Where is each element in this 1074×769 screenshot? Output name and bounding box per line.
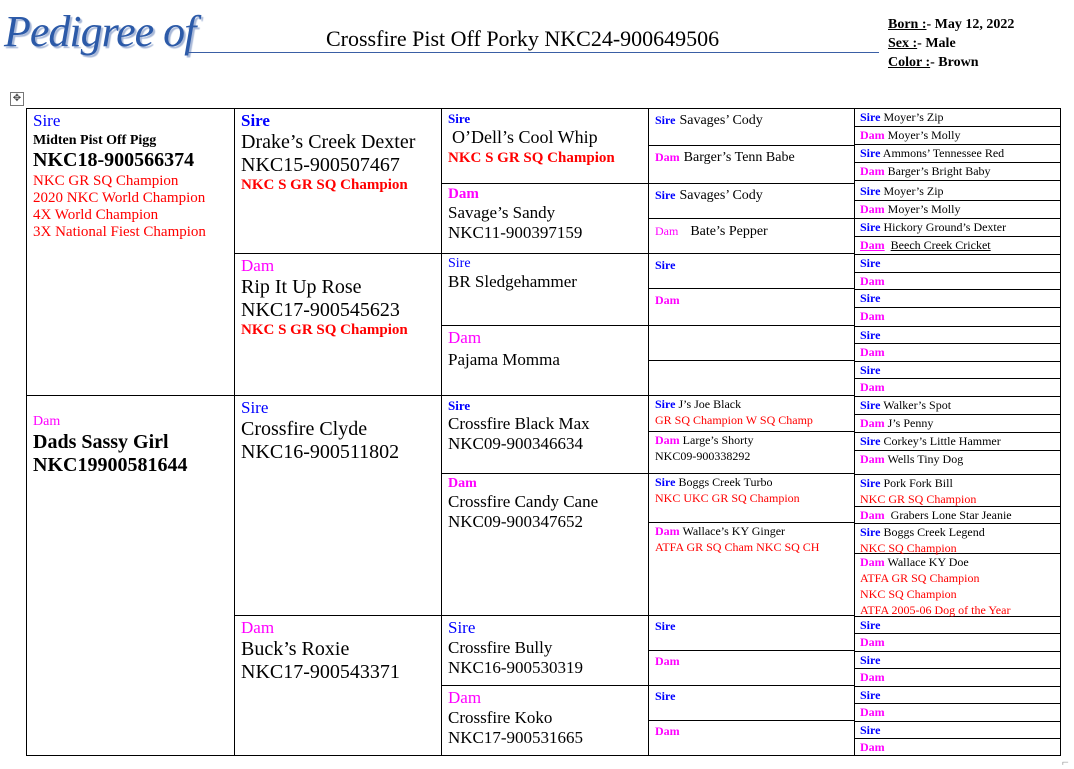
dds-name: Crossfire Bully bbox=[448, 638, 553, 657]
gen3-ssd-cell bbox=[442, 184, 649, 254]
dd-reg: NKC17-900543371 bbox=[241, 661, 400, 683]
dss-reg: NKC09-900346634 bbox=[448, 434, 584, 453]
born-value: - May 12, 2022 bbox=[926, 17, 1015, 32]
gen4-ddss-cell bbox=[649, 616, 855, 651]
gen5-entry: Dam Wallace KY Doe ATFA GR SQ Champion NKC SQ Champion ATFA 2005-06 Dog of the Year bbox=[860, 555, 1011, 617]
gen5-entry: Dam Wells Tiny Dog bbox=[860, 452, 964, 466]
sire-label: Sire bbox=[860, 618, 881, 632]
sex-info bbox=[888, 36, 956, 52]
dam-label: Dam bbox=[655, 724, 680, 738]
sss-title: NKC S GR SQ Champion bbox=[448, 150, 615, 166]
dam-label: Dam bbox=[655, 654, 680, 668]
gen5-entry: Dam Beech Creek Cricket bbox=[860, 238, 991, 252]
dam-label: Dam bbox=[860, 274, 885, 288]
gen1-sire-cell bbox=[27, 109, 235, 396]
dsss-title: GR SQ Champion W SQ Champ bbox=[655, 413, 813, 427]
ssds-name: Savages’ Cody bbox=[679, 188, 763, 203]
sire-label: Sire bbox=[241, 398, 269, 417]
gen4-ddds-cell bbox=[649, 686, 855, 721]
ss-title: NKC S GR SQ Champion bbox=[241, 177, 408, 193]
dsd-reg: NKC09-900347652 bbox=[448, 512, 584, 531]
gen4-sdsd-cell bbox=[649, 289, 855, 326]
born-info bbox=[888, 17, 1014, 33]
table-move-handle-icon[interactable]: ✥ bbox=[10, 92, 24, 106]
sire-reg: NKC18-900566374 bbox=[33, 149, 195, 171]
sire-label: Sire bbox=[655, 113, 676, 127]
gen5-entry: Dam J’s Penny bbox=[860, 416, 934, 430]
dam-label: Dam bbox=[860, 635, 885, 649]
ssd-name: Savage’s Sandy bbox=[448, 203, 556, 222]
dam-label: Dam bbox=[860, 670, 885, 684]
gen2-dd-cell bbox=[235, 616, 442, 755]
gen4-sdds-cell bbox=[649, 326, 855, 361]
dds-reg: NKC16-900530319 bbox=[448, 658, 584, 677]
sire-label: Sire bbox=[655, 397, 676, 411]
gen4-sssd-cell bbox=[649, 146, 855, 184]
sire-label: Sire bbox=[860, 653, 881, 667]
dam-label: Dam bbox=[448, 476, 477, 491]
dam-label: Dam bbox=[860, 345, 885, 359]
sssd-name: Barger’s Tenn Babe bbox=[683, 150, 795, 165]
page-end-mark: ⌐ bbox=[1062, 755, 1069, 769]
gen3-dds-cell bbox=[442, 616, 649, 686]
ss-reg: NKC15-900507467 bbox=[241, 154, 400, 176]
dam-label: Dam bbox=[655, 433, 680, 447]
dam-label: Dam bbox=[241, 618, 275, 637]
ssdd-name: Bate’s Pepper bbox=[690, 224, 768, 239]
sex-value: - Male bbox=[917, 36, 956, 51]
dsdd-name: Wallace’s KY Ginger bbox=[682, 524, 786, 538]
dam-reg: NKC19900581644 bbox=[33, 454, 188, 476]
gen2-sd-cell bbox=[235, 254, 442, 396]
dam-name: Dads Sassy Girl bbox=[33, 431, 169, 453]
sd-reg: NKC17-900545623 bbox=[241, 299, 400, 321]
dam-label: Dam bbox=[241, 256, 275, 275]
sire-label: Sire bbox=[448, 618, 476, 637]
ds-reg: NKC16-900511802 bbox=[241, 441, 400, 463]
sire-label: Sire bbox=[655, 619, 676, 633]
gen5-entry: Dam Barger’s Bright Baby bbox=[860, 164, 991, 178]
sire-label: Sire bbox=[860, 291, 881, 305]
ddd-name: Crossfire Koko bbox=[448, 708, 553, 727]
dssd-reg: NKC09-900338292 bbox=[655, 449, 751, 463]
gen5-entry: Sire Moyer’s Zip bbox=[860, 110, 944, 124]
dam-label: Dam bbox=[860, 740, 885, 754]
gen3-sss-cell bbox=[442, 109, 649, 184]
dam-label: Dam bbox=[860, 705, 885, 719]
sire-label: Sire bbox=[655, 258, 676, 272]
gen2-ss-cell bbox=[235, 109, 442, 254]
sire-label: Sire bbox=[860, 256, 881, 270]
ssd-reg: NKC11-900397159 bbox=[448, 223, 583, 242]
title-underline bbox=[187, 52, 879, 53]
dd-name: Buck’s Roxie bbox=[241, 638, 350, 660]
gen5-entry: Dam Moyer’s Molly bbox=[860, 202, 961, 216]
sex-label: Sex : bbox=[888, 36, 918, 51]
sire-name: Midten Pist Off Pigg bbox=[33, 133, 157, 148]
sire-label: Sire bbox=[655, 188, 676, 202]
sss-name: O’Dell’s Cool Whip bbox=[452, 127, 598, 147]
gen5-entry: Sire Pork Fork Bill NKC GR SQ Champion bbox=[860, 476, 977, 506]
gen4-dssd-cell bbox=[649, 432, 855, 474]
ds-name: Crossfire Clyde bbox=[241, 418, 368, 440]
sire-label: Sire bbox=[241, 111, 270, 130]
gen2-ds-cell bbox=[235, 396, 442, 616]
sire-label: Sire bbox=[860, 723, 881, 737]
gen4-sdss-cell bbox=[649, 254, 855, 289]
dsds-title: NKC UKC GR SQ Champion bbox=[655, 491, 800, 505]
sire-label: Sire bbox=[860, 363, 881, 377]
gen4-ddsd-cell bbox=[649, 651, 855, 686]
gen5-entry: Dam Moyer’s Molly bbox=[860, 128, 961, 142]
sire-title: 4X World Champion bbox=[33, 207, 159, 223]
dss-name: Crossfire Black Max bbox=[448, 414, 590, 433]
gen4-dsdd-cell bbox=[649, 523, 855, 616]
gen5-entry: Sire Moyer’s Zip bbox=[860, 184, 944, 198]
pedigree-logo: Pedigree of bbox=[4, 7, 196, 56]
sire-label: Sire bbox=[655, 689, 676, 703]
dam-label: Dam bbox=[448, 328, 482, 347]
color-info bbox=[888, 55, 978, 71]
sire-label: Sire bbox=[448, 256, 471, 271]
gen4-ssss-cell bbox=[649, 109, 855, 146]
pedigree-table bbox=[26, 108, 1061, 756]
color-label: Color : bbox=[888, 55, 931, 70]
gen4-sddd-cell bbox=[649, 361, 855, 396]
dsds-name: Boggs Creek Turbo bbox=[678, 475, 773, 489]
gen5-entry: Sire Ammons’ Tennessee Red bbox=[860, 146, 1005, 160]
sire-title: 3X National Fiest Champion bbox=[33, 224, 206, 240]
gen3-dss-cell bbox=[442, 396, 649, 474]
gen3-sds-cell bbox=[442, 254, 649, 326]
ssss-name: Savages’ Cody bbox=[679, 113, 763, 128]
sire-label: Sire bbox=[860, 688, 881, 702]
gen5-entry: Sire Hickory Ground’s Dexter bbox=[860, 220, 1007, 234]
sd-name: Rip It Up Rose bbox=[241, 276, 362, 298]
dam-label: Dam bbox=[655, 293, 680, 307]
sds-name: BR Sledgehammer bbox=[448, 272, 577, 291]
sire-label: Sire bbox=[655, 475, 676, 489]
color-value: - Brown bbox=[930, 55, 979, 70]
dam-label: Dam bbox=[655, 150, 680, 164]
gen4-ssdd-cell bbox=[649, 219, 855, 254]
sire-label: Sire bbox=[33, 111, 61, 130]
sire-label: Sire bbox=[448, 111, 471, 126]
dam-label: Dam bbox=[448, 186, 479, 202]
dam-label: Dam bbox=[33, 414, 61, 429]
born-label: Born : bbox=[888, 17, 927, 32]
dssd-name: Large’s Shorty bbox=[682, 433, 754, 447]
dsss-name: J’s Joe Black bbox=[678, 397, 742, 411]
gen5-entry: Sire Corkey’s Little Hammer bbox=[860, 434, 1001, 448]
dsd-name: Crossfire Candy Cane bbox=[448, 492, 599, 511]
sire-label: Sire bbox=[448, 398, 471, 413]
gen3-ddd-cell bbox=[442, 686, 649, 755]
sire-title: NKC GR SQ Champion bbox=[33, 173, 179, 189]
gen4-dsds-cell bbox=[649, 474, 855, 523]
gen4-ssds-cell bbox=[649, 184, 855, 219]
dam-label: Dam bbox=[655, 224, 679, 238]
dog-title: Crossfire Pist Off Porky NKC24-900649506 bbox=[326, 26, 720, 51]
dam-label: Dam bbox=[655, 524, 680, 538]
gen3-dsd-cell bbox=[442, 474, 649, 616]
dam-label: Dam bbox=[860, 309, 885, 323]
gen3-sdd-cell bbox=[442, 326, 649, 396]
sdd-name: Pajama Momma bbox=[448, 350, 560, 369]
dsdd-title: ATFA GR SQ Cham NKC SQ CH bbox=[655, 540, 820, 554]
gen5-column bbox=[855, 109, 1060, 755]
gen4-dsss-cell bbox=[649, 396, 855, 432]
gen5-entry: Sire Boggs Creek Legend NKC SQ Champion bbox=[860, 525, 985, 555]
gen4-dddd-cell bbox=[649, 721, 855, 755]
sire-label: Sire bbox=[860, 328, 881, 342]
sire-title: 2020 NKC World Champion bbox=[33, 190, 206, 206]
gen1-dam-cell bbox=[27, 396, 235, 755]
gen5-entry: Sire Walker’s Spot bbox=[860, 398, 952, 412]
ddd-reg: NKC17-900531665 bbox=[448, 728, 584, 747]
gen5-entry: Dam Grabers Lone Star Jeanie bbox=[860, 508, 1012, 522]
ss-name: Drake’s Creek Dexter bbox=[241, 131, 416, 153]
dam-label: Dam bbox=[860, 380, 885, 394]
sd-title: NKC S GR SQ Champion bbox=[241, 322, 408, 338]
dam-label: Dam bbox=[448, 688, 482, 707]
